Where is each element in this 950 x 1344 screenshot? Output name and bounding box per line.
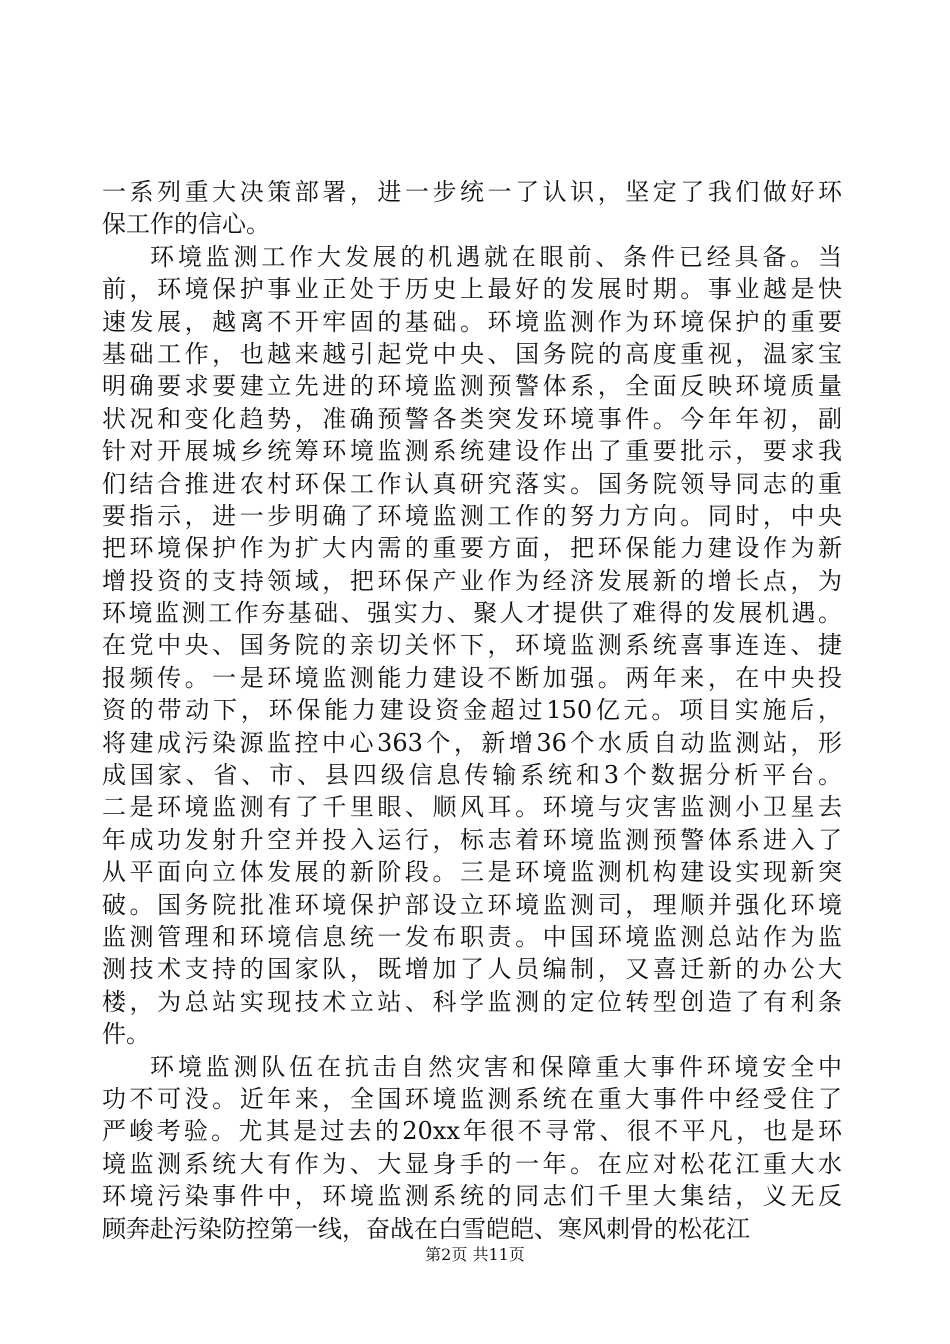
text-line: 楼，为总站实现技术立站、科学监测的定位转型创造了有利条 <box>102 987 842 1016</box>
text-line: 功不可没。近年来，全国环境监测系统在重大事件中经受住了 <box>102 1084 842 1113</box>
text-line: 严峻考验。尤其是过去的20xx年很不寻常、很不平凡，也是环 <box>102 1117 842 1146</box>
text-line: 保工作的信心。 <box>102 210 270 239</box>
text-line: 一系列重大决策部署，进一步统一了认识，坚定了我们做好环 <box>102 178 842 206</box>
text-line: 前，环境保护事业正处于历史上最好的发展时期。事业越是快 <box>102 275 842 304</box>
text-line: 成国家、省、市、县四级信息传输系统和3个数据分析平台。 <box>102 761 842 790</box>
text-line: 境监测系统大有作为、大显身手的一年。在应对松花江重大水 <box>102 1149 842 1178</box>
text-line: 环境污染事件中，环境监测系统的同志们千里大集结，义无反 <box>102 1182 842 1211</box>
text-line: 们结合推进农村环保工作认真研究落实。国务院领导同志的重 <box>102 469 842 498</box>
text-line: 明确要求要建立先进的环境监测预警体系，全面反映环境质量 <box>102 372 842 401</box>
paragraph <box>102 176 842 241</box>
text-line: 从平面向立体发展的新阶段。三是环境监测机构建设实现新突 <box>102 858 842 887</box>
text-line: 顾奔赴污染防控第一线，奋战在白雪皑皑、寒风刺骨的松花江 <box>102 1214 750 1243</box>
text-line: 测技术支持的国家队，既增加了人员编制，又喜迁新的办公大 <box>102 955 842 984</box>
text-line: 状况和变化趋势，准确预警各类突发环境事件。今年年初，副 <box>102 404 842 433</box>
page-footer: 第2页 共11页 <box>425 1245 525 1264</box>
text-line: 环境监测工作夯基础、强实力、聚人才提供了难得的发展机遇。 <box>102 599 842 628</box>
text-line: 环境监测工作大发展的机遇就在眼前、条件已经具备。当 <box>150 242 842 271</box>
text-line: 在党中央、国务院的亲切关怀下，环境监测系统喜事连连、捷 <box>102 631 842 660</box>
text-line: 年成功发射升空并投入运行，标志着环境监测预警体系进入了 <box>102 825 842 854</box>
text-line: 破。国务院批准环境保护部设立环境监测司，理顺并强化环境 <box>102 890 842 919</box>
text-line: 将建成污染源监控中心363个，新增36个水质自动监测站，形 <box>102 728 842 757</box>
text-line: 资的带动下，环保能力建设资金超过150亿元。项目实施后， <box>102 696 842 725</box>
text-line: 监测管理和环境信息统一发布职责。中国环境监测总站作为监 <box>102 922 842 951</box>
text-line: 件。 <box>102 1020 150 1049</box>
text-line: 增投资的支持领域，把环保产业作为经济发展新的增长点，为 <box>102 566 842 595</box>
text-line: 二是环境监测有了千里眼、顺风耳。环境与灾害监测小卫星去 <box>102 793 842 822</box>
body-text <box>102 176 842 1245</box>
paragraph <box>102 241 842 1051</box>
text-line: 报频传。一是环境监测能力建设不断加强。两年来，在中央投 <box>102 663 842 692</box>
text-line: 环境监测队伍在抗击自然灾害和保障重大事件环境安全中 <box>150 1052 842 1081</box>
paragraph <box>102 1051 842 1245</box>
text-line: 速发展，越离不开牢固的基础。环境监测作为环境保护的重要 <box>102 307 842 336</box>
text-line: 基础工作，也越来越引起党中央、国务院的高度重视，温家宝 <box>102 339 842 368</box>
text-line: 要指示，进一步明确了环境监测工作的努力方向。同时，中央 <box>102 501 842 530</box>
text-line: 针对开展城乡统筹环境监测系统建设作出了重要批示，要求我 <box>102 437 842 466</box>
text-line: 把环境保护作为扩大内需的重要方面，把环保能力建设作为新 <box>102 534 842 563</box>
